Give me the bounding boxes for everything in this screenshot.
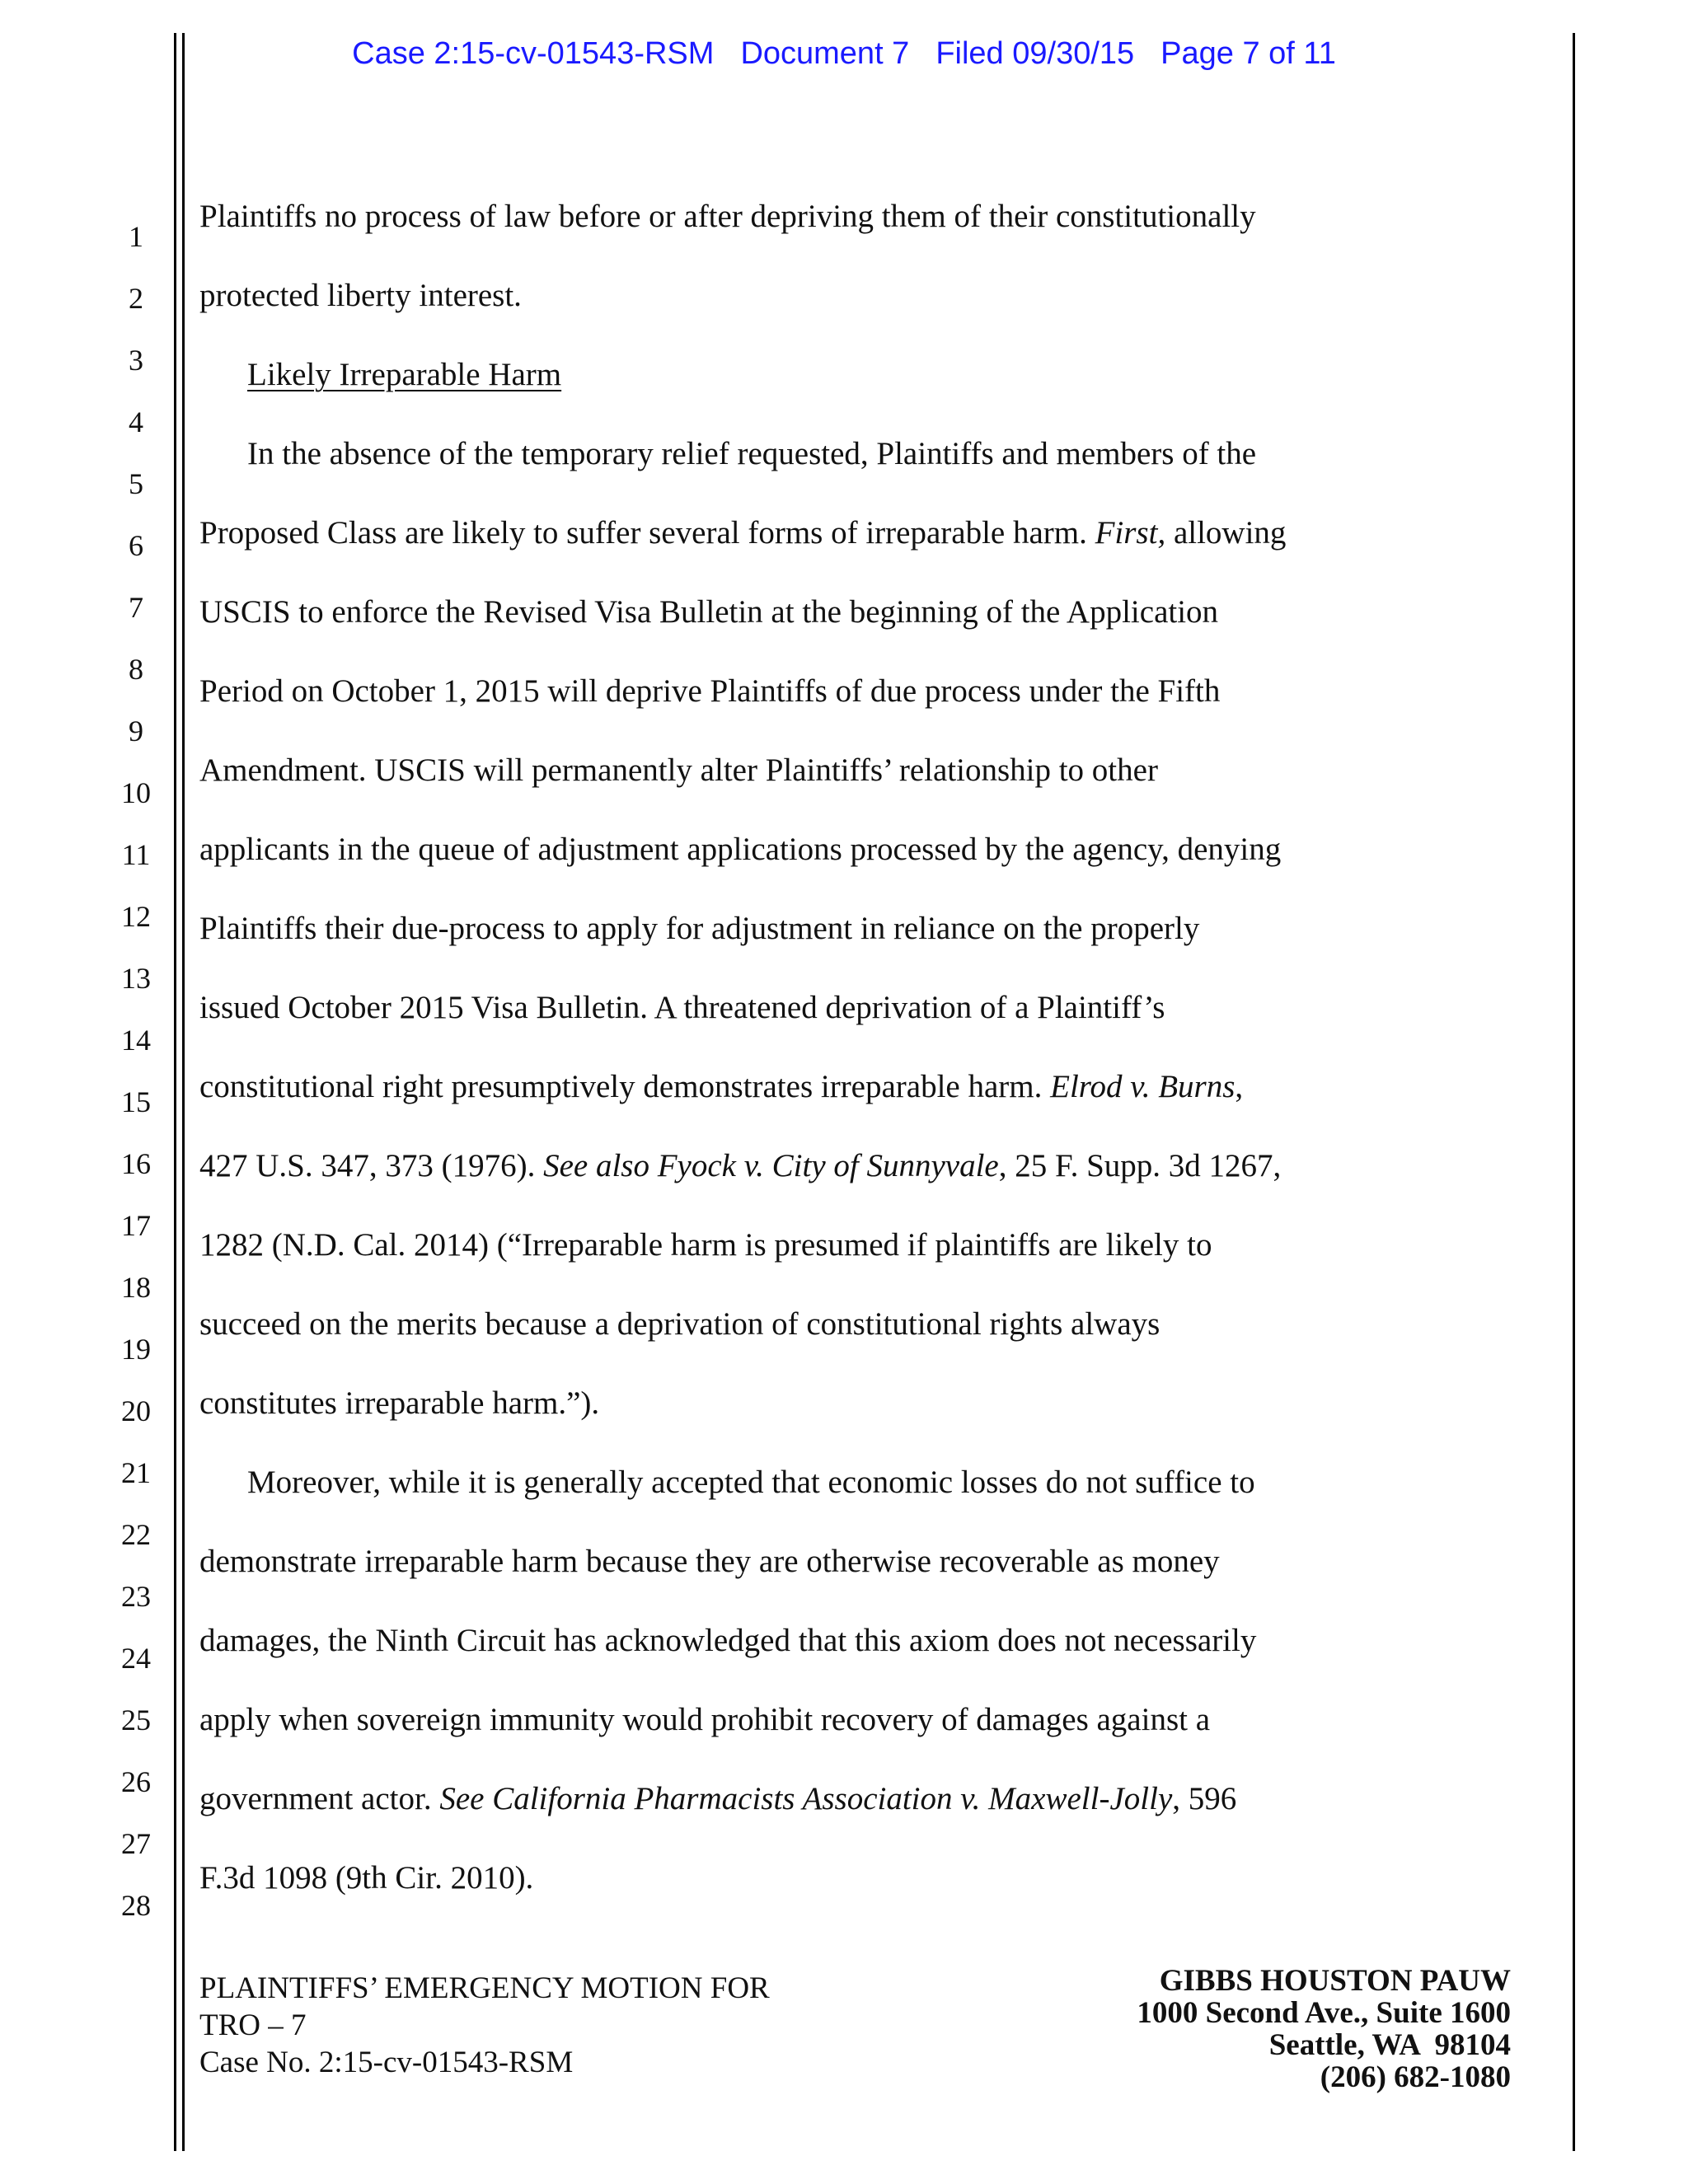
- line-number: 9: [129, 715, 143, 748]
- firm-phone: (206) 682-1080: [1320, 2060, 1511, 2094]
- case-citation: See also Fyock v. City of Sunnyvale: [543, 1148, 999, 1183]
- footer-case-number: Case No. 2:15-cv-01543-RSM: [199, 2046, 574, 2079]
- line-number: 17: [121, 1209, 151, 1242]
- line-number: 14: [121, 1024, 151, 1057]
- line-number: 12: [121, 900, 151, 933]
- body-line: Proposed Class are likely to suffer several forms of irreparable harm. First, allowing: [199, 515, 1287, 551]
- line-number: 26: [121, 1765, 151, 1798]
- body-line: USCIS to enforce the Revised Visa Bulletin at the beginning of the Application: [199, 594, 1219, 630]
- line-number: 20: [121, 1394, 151, 1427]
- left-margin-rule-inner: [182, 33, 185, 2151]
- footer-title-line2: TRO – 7: [199, 2008, 307, 2042]
- body-line: In the absence of the temporary relief requested, Plaintiffs and members of the: [247, 436, 1257, 471]
- body-line: government actor. See California Pharmacists Association v. Maxwell-Jolly, 596: [199, 1781, 1237, 1816]
- case-citation: See California Pharmacists Association v. Maxwell-Jolly: [439, 1781, 1173, 1816]
- line-number: 3: [129, 344, 143, 377]
- body-line: succeed on the merits because a deprivation of constitutional rights always: [199, 1306, 1160, 1342]
- line-number: 15: [121, 1085, 151, 1118]
- body-line: constitutes irreparable harm.”).: [199, 1385, 600, 1421]
- line-number: 6: [129, 529, 143, 562]
- line-number: 18: [121, 1271, 151, 1304]
- body-line: constitutional right presumptively demonstrates irreparable harm. Elrod v. Burns,: [199, 1069, 1244, 1104]
- body-line: applicants in the queue of adjustment applications processed by the agency, denying: [199, 832, 1282, 867]
- body-line: demonstrate irreparable harm because they are otherwise recoverable as money: [199, 1544, 1220, 1579]
- firm-address-line2: Seattle, WA 98104: [1268, 2028, 1511, 2062]
- line-number: 16: [121, 1147, 151, 1180]
- body-line: Plaintiffs their due-process to apply for adjustment in reliance on the properly: [199, 911, 1200, 946]
- header-document: Document 7: [740, 36, 910, 71]
- body-line: protected liberty interest.: [199, 278, 522, 313]
- line-number: 2: [129, 282, 143, 315]
- footer-title-line1: PLAINTIFFS’ EMERGENCY MOTION FOR: [199, 1971, 770, 2005]
- line-number: 13: [121, 962, 151, 995]
- line-number: 21: [121, 1456, 151, 1489]
- line-number: 28: [121, 1889, 151, 1922]
- header-case-number: Case 2:15-cv-01543-RSM: [352, 36, 715, 71]
- line-number: 24: [121, 1642, 151, 1675]
- body-line: issued October 2015 Visa Bulletin. A threatened deprivation of a Plaintiff’s: [199, 990, 1165, 1025]
- header-filed-date: Filed 09/30/15: [935, 36, 1135, 71]
- line-number: 25: [121, 1704, 151, 1736]
- section-heading: Likely Irreparable Harm: [247, 357, 562, 392]
- footer-caption: [199, 1970, 770, 2081]
- body-line: Plaintiffs no process of law before or after depriving them of their constitutionally: [199, 199, 1256, 234]
- ecf-header: [0, 36, 1688, 72]
- line-number: 4: [129, 405, 143, 438]
- firm-block: [1137, 1965, 1511, 2093]
- body-line: 1282 (N.D. Cal. 2014) (“Irreparable harm is presumed if plaintiffs are likely to: [199, 1227, 1212, 1263]
- line-number: 19: [121, 1333, 151, 1366]
- firm-address-line1: 1000 Second Ave., Suite 1600: [1137, 1996, 1511, 2030]
- right-margin-rule: [1573, 33, 1575, 2151]
- left-margin-rule-outer: [174, 33, 176, 2151]
- line-number: 27: [121, 1827, 151, 1860]
- line-number: 10: [121, 776, 151, 809]
- body-line: Moreover, while it is generally accepted that economic losses do not suffice to: [247, 1465, 1255, 1500]
- line-number: 23: [121, 1580, 151, 1613]
- body-line: F.3d 1098 (9th Cir. 2010).: [199, 1860, 534, 1896]
- body-line: Period on October 1, 2015 will deprive Plaintiffs of due process under the Fifth: [199, 673, 1221, 709]
- line-number: 22: [121, 1518, 151, 1551]
- body-line: 427 U.S. 347, 373 (1976). See also Fyock v. City of Sunnyvale, 25 F. Supp. 3d 1267,: [199, 1148, 1282, 1183]
- line-number: 7: [129, 591, 143, 624]
- header-page: Page 7 of 11: [1160, 36, 1336, 71]
- body-line: Amendment. USCIS will permanently alter Plaintiffs’ relationship to other: [199, 752, 1158, 788]
- line-number: 8: [129, 653, 143, 686]
- body-line: apply when sovereign immunity would prohibit recovery of damages against a: [199, 1702, 1211, 1737]
- line-number: 11: [121, 838, 151, 871]
- line-number: 5: [129, 467, 143, 500]
- firm-name: GIBBS HOUSTON PAUW: [1159, 1964, 1511, 1998]
- line-number: 1: [129, 220, 143, 253]
- case-citation: Elrod v. Burns: [1050, 1069, 1236, 1104]
- body-line: damages, the Ninth Circuit has acknowledged that this axiom does not necessarily: [199, 1623, 1257, 1658]
